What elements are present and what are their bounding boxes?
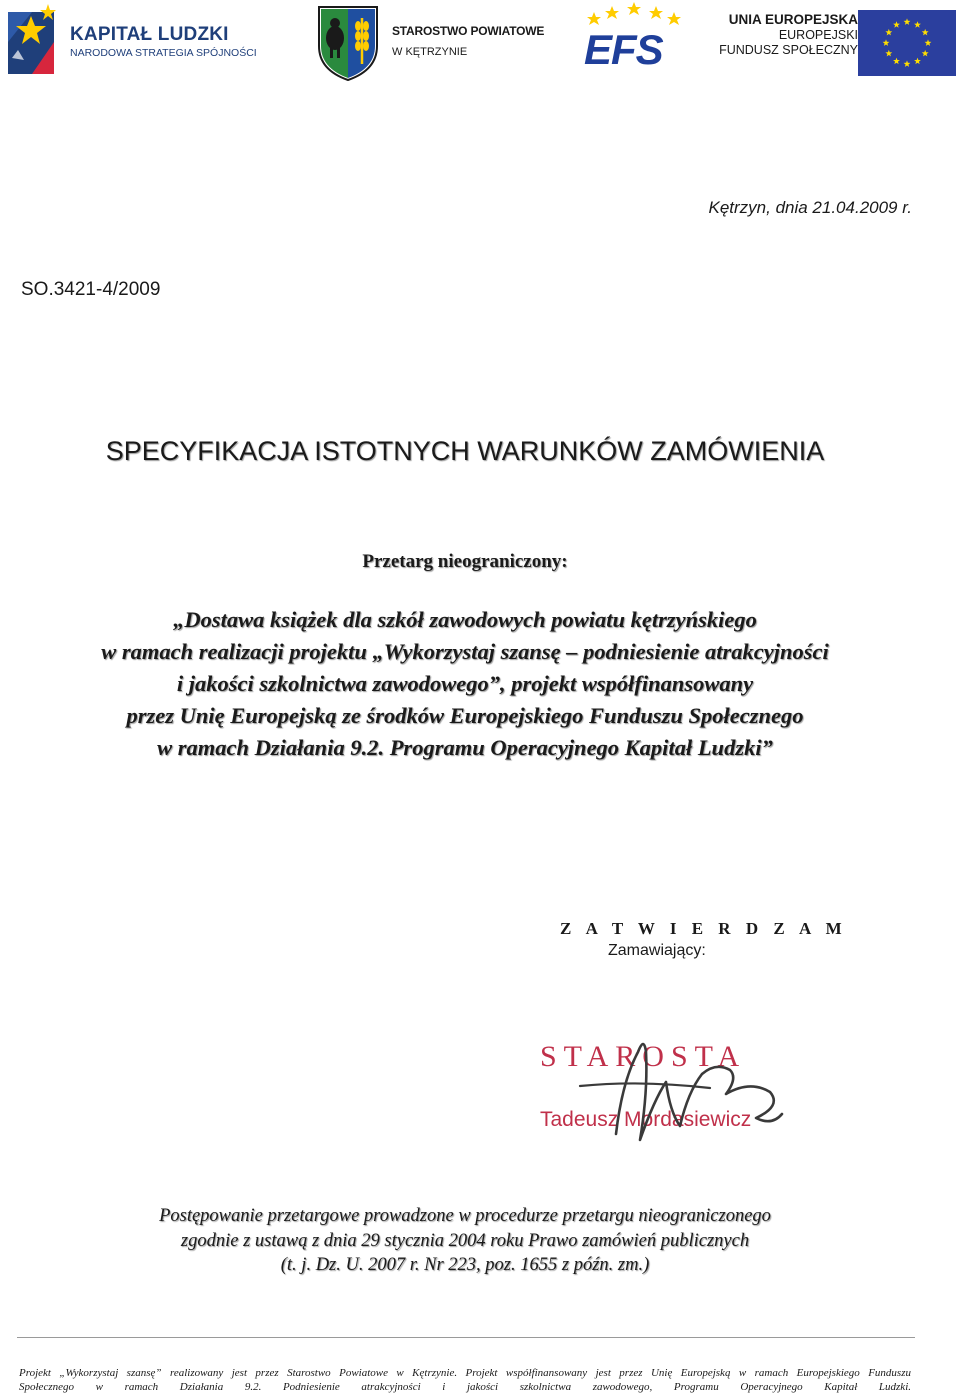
tender-type: Przetarg nieograniczony: [362,551,568,572]
stamp-name: Tadeusz Mordasiewicz [540,1108,752,1131]
tender-description [0,604,930,764]
efs-logo [584,2,694,78]
description-line: przez Unię Europejską ze środków Europejskiego Funduszu Społecznego [126,703,804,728]
ue-text-block [708,12,858,82]
kapital-ludzki-logo [4,2,257,78]
approval-label: Z A T W I E R D Z A M [560,919,848,938]
efs-wordmark: EFS [584,26,663,73]
ue-fund-line1: EUROPEJSKI [778,28,858,42]
kapital-ludzki-subtitle: NARODOWA STRATEGIA SPÓJNOŚCI [70,47,257,59]
footer-note [19,1366,911,1394]
procedure-note [0,1204,930,1278]
description-line: i jakości szkolnictwa zawodowego”, projekt współfinansowany [176,671,754,696]
ue-name: UNIA EUROPEJSKA [728,12,858,27]
eu-flag-icon [858,10,956,76]
procedure-line: (t. j. Dz. U. 2007 r. Nr 223, poz. 1655 z późn. zm.) [280,1255,650,1275]
procedure-line: Postępowanie przetargowe prowadzone w procedurze przetargu nieograniczonego [159,1206,771,1226]
logo-bar [0,0,960,90]
footer-line: Projekt „Wykorzystaj szansę” realizowany jest przez Starostwo Powiatowe w Kętrzynie. Projekt współfinansowany jest przez Unię Europejską w ramach Europejskiego Funduszu [19,1367,911,1379]
kapital-ludzki-title: KAPITAŁ LUDZKI [70,24,229,45]
document-reference: SO.3421-4/2009 [21,279,161,300]
approval-role: Zamawiający: [608,942,706,959]
ue-fund-line2: FUNDUSZ SPOŁECZNY [719,43,858,57]
footer-line: Społecznego w ramach Działania 9.2. Podniesienie atrakcyjności i jakości szkolnictwa zawodowego, Programu Operacyjnego Kapitał Ludzki. [19,1381,911,1393]
description-line: w ramach realizacji projektu „Wykorzystaj szansę – podniesienie atrakcyjności [101,639,829,664]
starostwo-location: W KĘTRZYNIE [392,46,468,58]
coat-of-arms-icon [316,4,380,82]
kapital-ludzki-emblem-icon [4,2,64,78]
starostwo-name: STAROSTWO POWIATOWE [392,24,545,38]
document-date: Kętrzyn, dnia 21.04.2009 r. [708,198,912,217]
description-line: „Dostawa książek dla szkół zawodowych powiatu kętrzyńskiego [173,607,757,632]
starosta-stamp-signature [520,1022,810,1154]
page-title: SPECYFIKACJA ISTOTNYCH WARUNKÓW ZAMÓWIENIA [105,436,825,466]
footer-divider [17,1337,915,1338]
procedure-line: zgodnie z ustawą z dnia 29 stycznia 2004 roku Prawo zamówień publicznych [180,1230,750,1251]
description-line: w ramach Działania 9.2. Programu Operacyjnego Kapitał Ludzki” [157,735,773,760]
stamp-title: STAROSTA [540,1040,747,1073]
starostwo-logo [316,4,545,82]
